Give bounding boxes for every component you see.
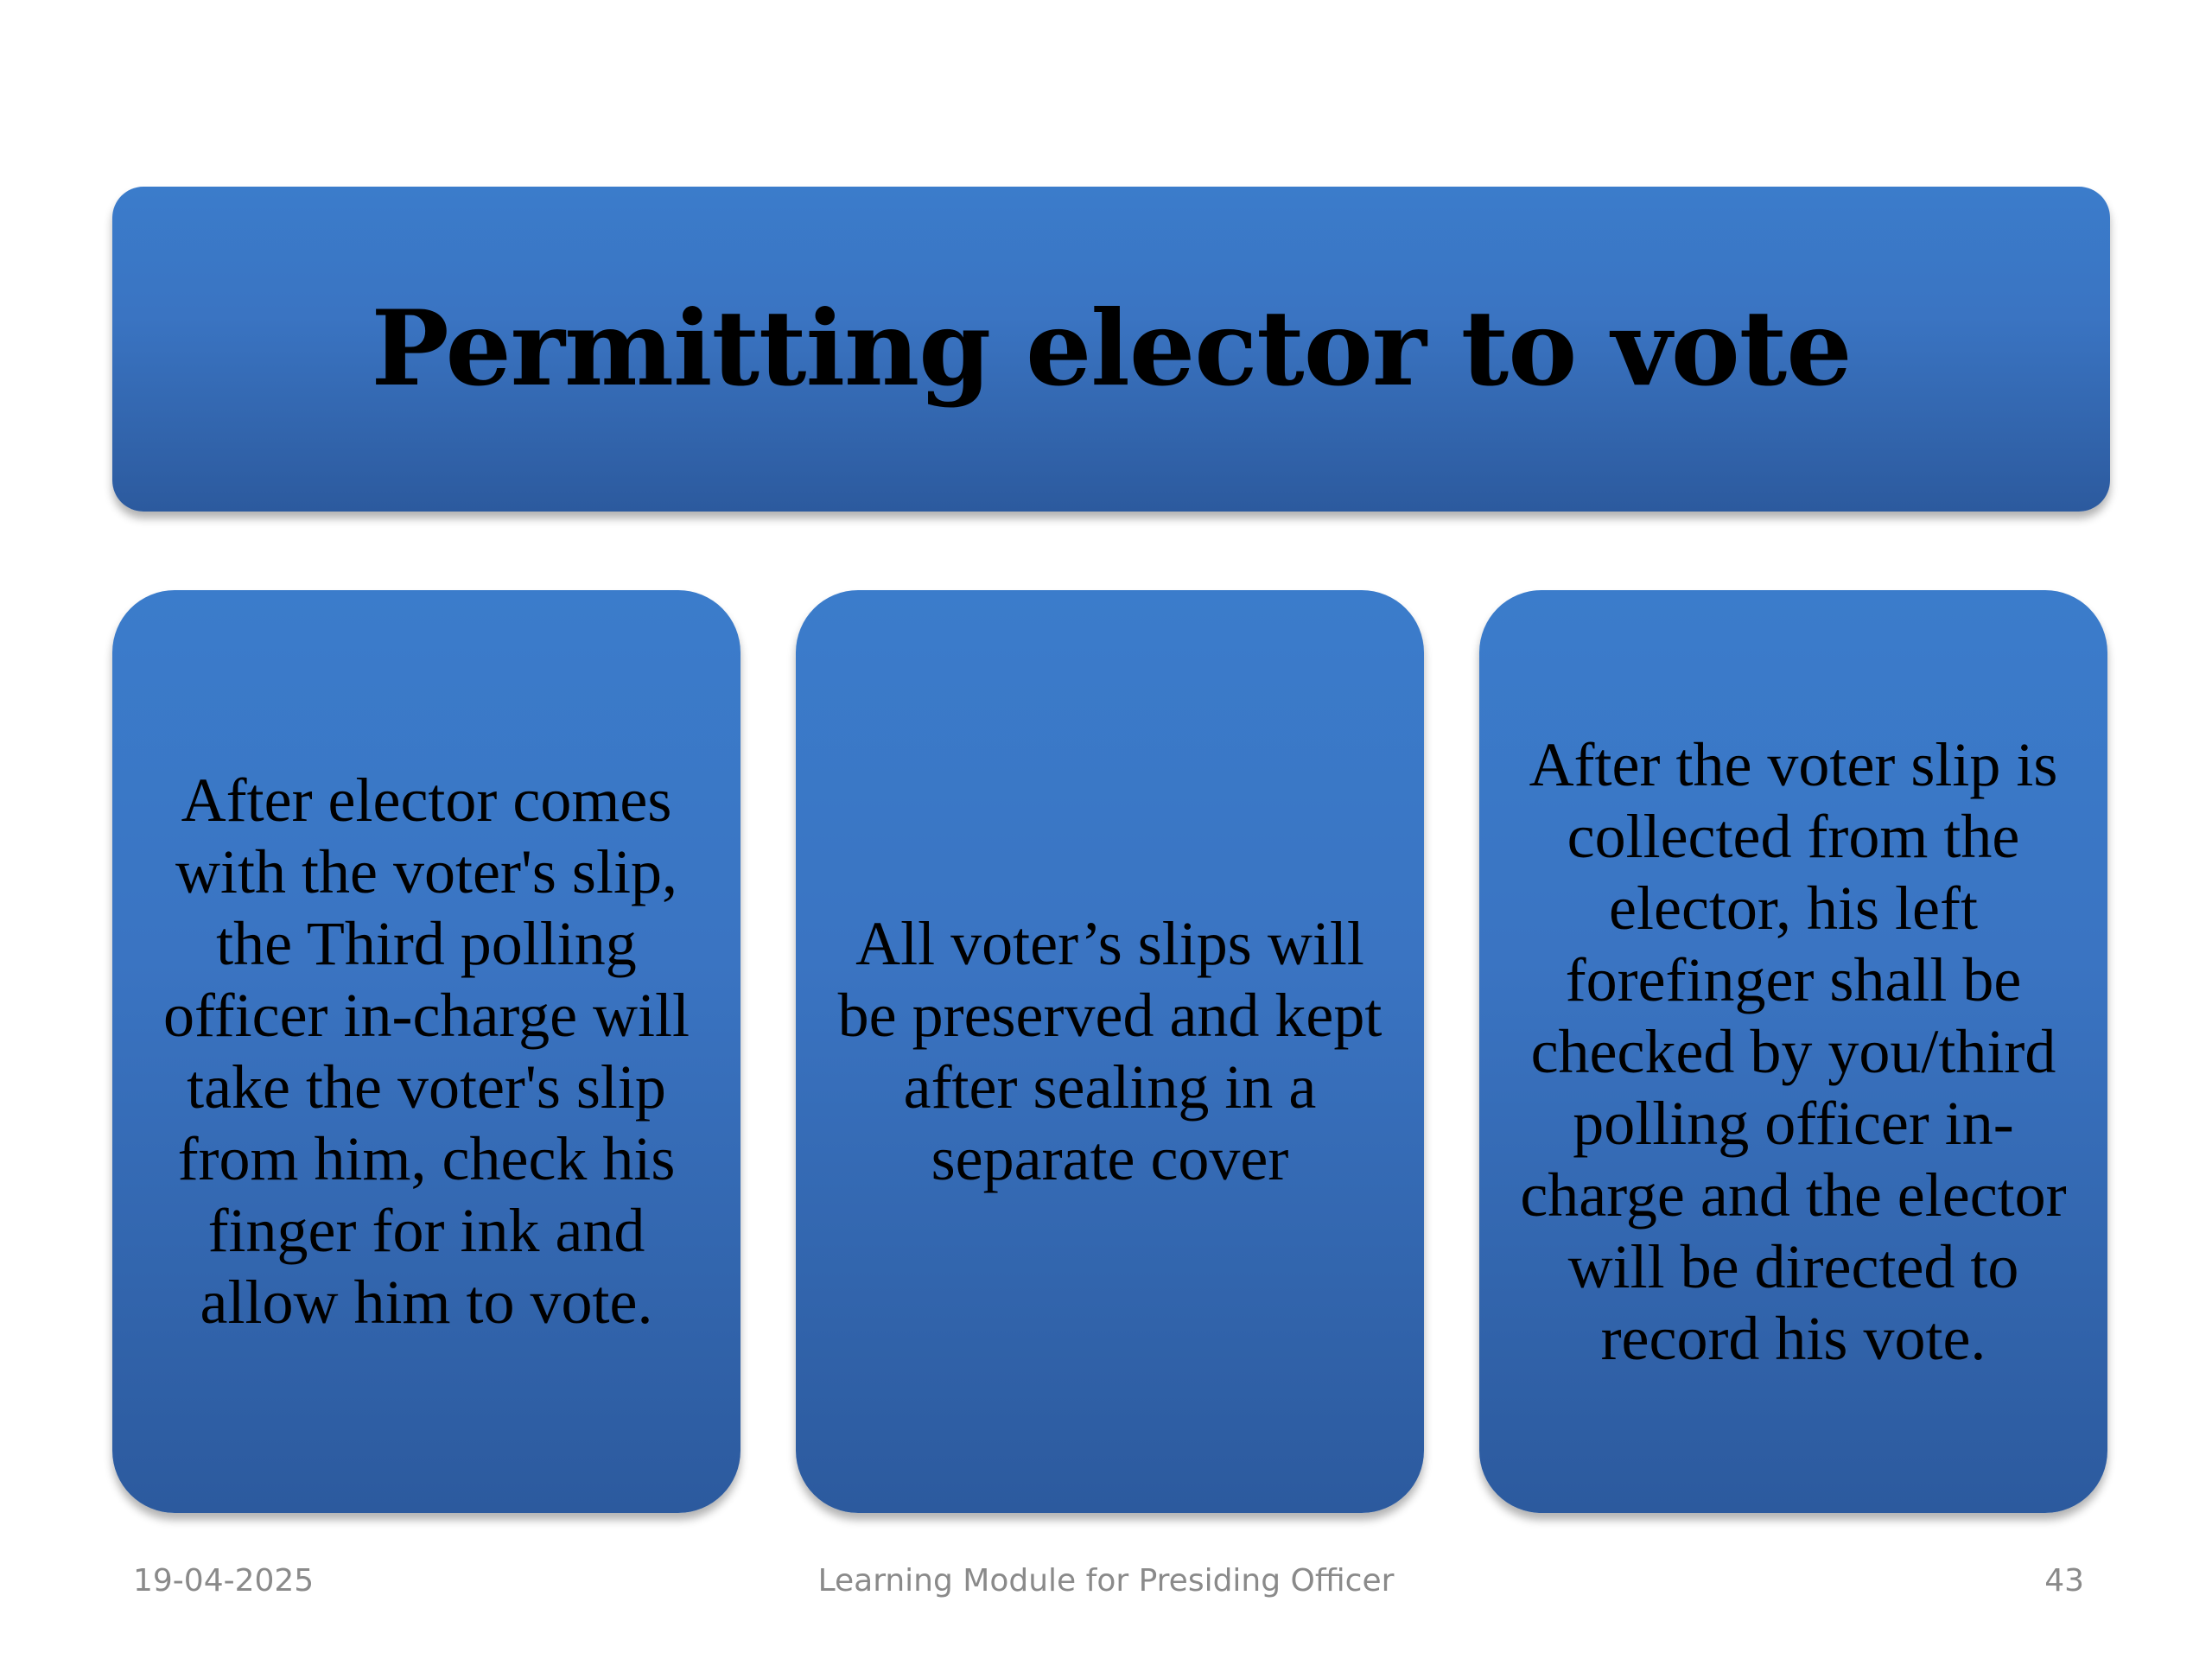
card-text: All voter’s slips will be preserved and kept after sealing in a separate cover xyxy=(837,909,1382,1193)
footer-date: 19-04-2025 xyxy=(133,1563,315,1599)
footer-page-number: 43 xyxy=(2044,1563,2084,1599)
card-third-officer-check xyxy=(112,590,741,1513)
title-box xyxy=(112,187,2110,512)
slide-title: Permitting elector to vote xyxy=(371,288,1852,410)
card-text: After elector comes with the voter's slip, the Third polling officer in-charge will take the voter's slip from him, check his finger for ink and allow him to vote. xyxy=(162,766,690,1337)
card-slips-preserved xyxy=(796,590,1424,1513)
card-forefinger-check xyxy=(1479,590,2107,1513)
card-text: After the voter slip is collected from the elector, his left forefinger shall be checked by you/third polling officer in-charge and the elector will be directed to record his vote. xyxy=(1520,729,2067,1373)
footer-module-title: Learning Module for Presiding Officer xyxy=(817,1563,1395,1599)
